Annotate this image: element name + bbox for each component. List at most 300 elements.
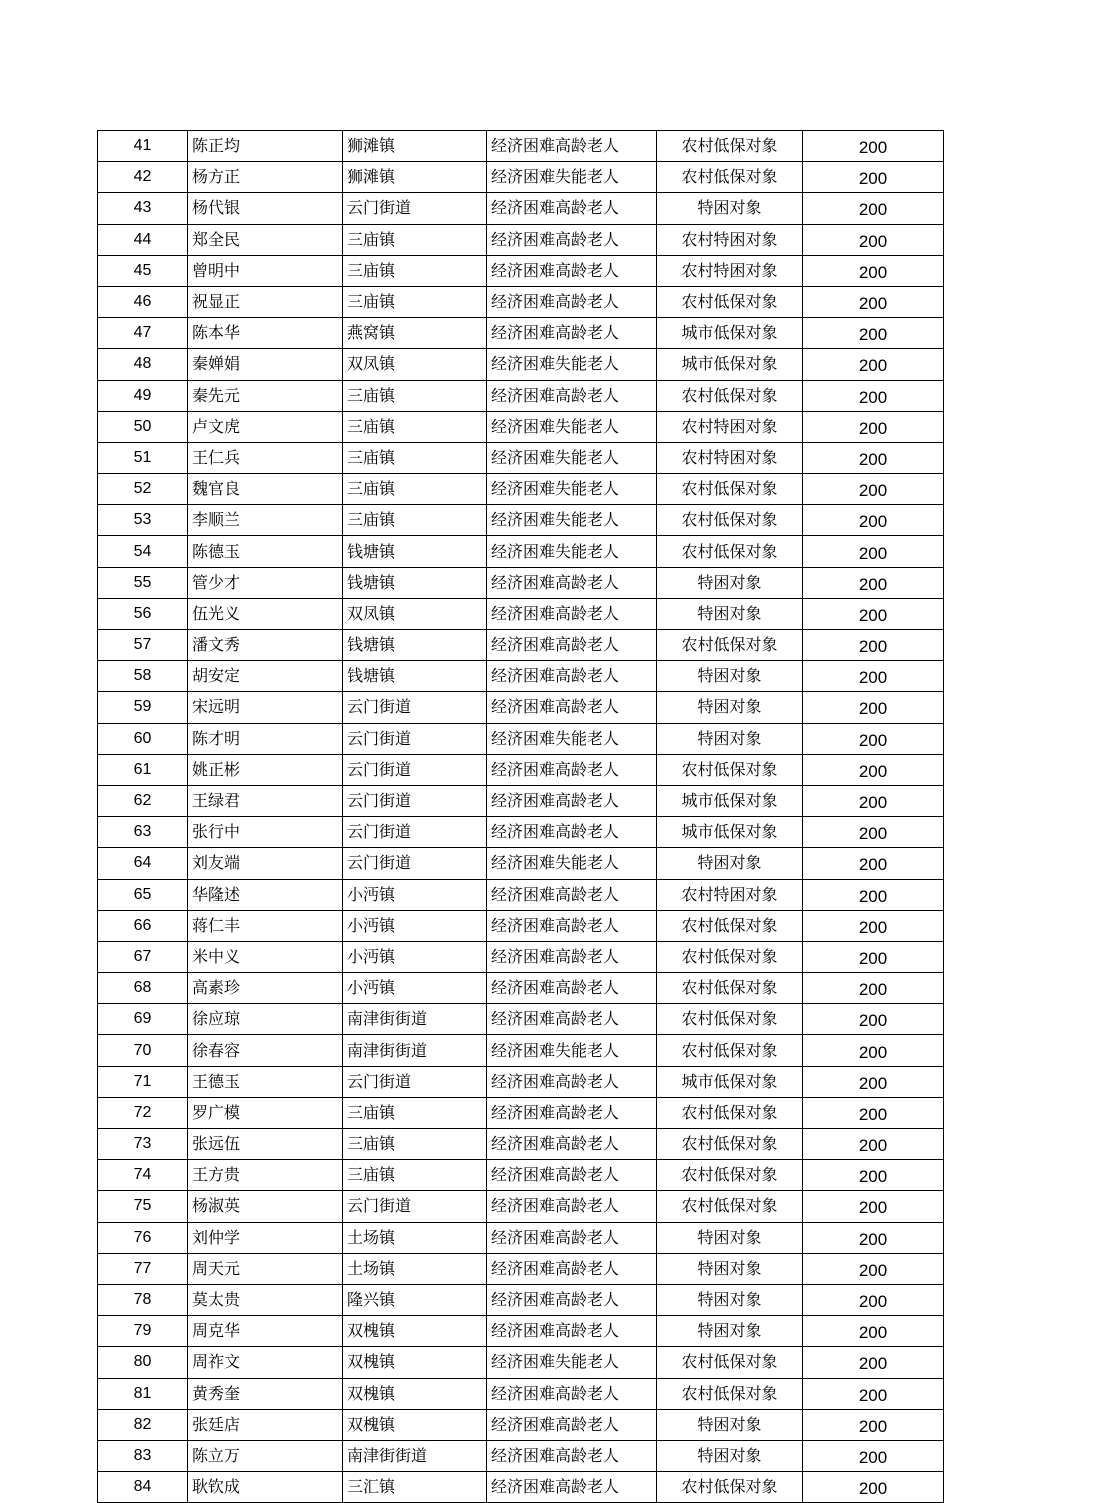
table-row (98, 661, 944, 692)
name-cell: 周克华 (188, 1316, 343, 1347)
name-cell: 陈才明 (188, 723, 343, 754)
table-row (98, 848, 944, 879)
category-cell: 城市低保对象 (657, 785, 803, 816)
amount-cell: 200 (803, 442, 944, 473)
category-cell: 特困对象 (657, 848, 803, 879)
row-number-cell: 42 (98, 162, 188, 193)
amount-cell: 200 (803, 941, 944, 972)
town-cell: 云门街道 (343, 848, 487, 879)
town-cell: 南津街街道 (343, 1440, 487, 1471)
amount-cell: 200 (803, 848, 944, 879)
town-cell: 小沔镇 (343, 910, 487, 941)
amount-cell: 200 (803, 1066, 944, 1097)
row-number-cell: 78 (98, 1284, 188, 1315)
elder-type-cell: 经济困难高龄老人 (487, 754, 657, 785)
elder-type-cell: 经济困难高龄老人 (487, 318, 657, 349)
category-cell: 特困对象 (657, 1253, 803, 1284)
category-cell: 农村低保对象 (657, 1347, 803, 1378)
table-row (98, 1035, 944, 1066)
amount-cell: 200 (803, 785, 944, 816)
table-row (98, 193, 944, 224)
elder-type-cell: 经济困难高龄老人 (487, 1284, 657, 1315)
row-number-cell: 80 (98, 1347, 188, 1378)
amount-cell: 200 (803, 567, 944, 598)
elder-type-cell: 经济困难高龄老人 (487, 1160, 657, 1191)
category-cell: 农村低保对象 (657, 1378, 803, 1409)
category-cell: 农村低保对象 (657, 162, 803, 193)
elder-type-cell: 经济困难失能老人 (487, 1035, 657, 1066)
elder-type-cell: 经济困难高龄老人 (487, 1440, 657, 1471)
town-cell: 三庙镇 (343, 380, 487, 411)
amount-cell: 200 (803, 1160, 944, 1191)
town-cell: 三庙镇 (343, 286, 487, 317)
row-number-cell: 54 (98, 536, 188, 567)
elder-type-cell: 经济困难高龄老人 (487, 1004, 657, 1035)
town-cell: 三汇镇 (343, 1472, 487, 1503)
row-number-cell: 79 (98, 1316, 188, 1347)
elder-type-cell: 经济困难高龄老人 (487, 1409, 657, 1440)
table-row (98, 162, 944, 193)
elder-type-cell: 经济困难高龄老人 (487, 1097, 657, 1128)
row-number-cell: 62 (98, 785, 188, 816)
category-cell: 特困对象 (657, 661, 803, 692)
elder-type-cell: 经济困难高龄老人 (487, 941, 657, 972)
amount-cell: 200 (803, 1347, 944, 1378)
table-row (98, 1253, 944, 1284)
elder-type-cell: 经济困难高龄老人 (487, 1378, 657, 1409)
elder-type-cell: 经济困难失能老人 (487, 848, 657, 879)
amount-cell: 200 (803, 723, 944, 754)
town-cell: 小沔镇 (343, 941, 487, 972)
category-cell: 农村低保对象 (657, 474, 803, 505)
name-cell: 陈本华 (188, 318, 343, 349)
elder-type-cell: 经济困难高龄老人 (487, 380, 657, 411)
category-cell: 农村特困对象 (657, 255, 803, 286)
elder-type-cell: 经济困难高龄老人 (487, 1222, 657, 1253)
amount-cell: 200 (803, 630, 944, 661)
row-number-cell: 74 (98, 1160, 188, 1191)
name-cell: 徐春容 (188, 1035, 343, 1066)
row-number-cell: 63 (98, 817, 188, 848)
name-cell: 周祚文 (188, 1347, 343, 1378)
town-cell: 云门街道 (343, 1191, 487, 1222)
name-cell: 祝显正 (188, 286, 343, 317)
row-number-cell: 50 (98, 411, 188, 442)
category-cell: 农村特困对象 (657, 224, 803, 255)
row-number-cell: 73 (98, 1129, 188, 1160)
town-cell: 三庙镇 (343, 1097, 487, 1128)
elder-type-cell: 经济困难高龄老人 (487, 879, 657, 910)
table-row (98, 1409, 944, 1440)
amount-cell: 200 (803, 692, 944, 723)
amount-cell: 200 (803, 1097, 944, 1128)
table-row (98, 1129, 944, 1160)
name-cell: 杨代银 (188, 193, 343, 224)
row-number-cell: 51 (98, 442, 188, 473)
name-cell: 管少才 (188, 567, 343, 598)
elder-type-cell: 经济困难高龄老人 (487, 785, 657, 816)
row-number-cell: 45 (98, 255, 188, 286)
category-cell: 农村低保对象 (657, 1004, 803, 1035)
table-row (98, 1004, 944, 1035)
name-cell: 徐应琼 (188, 1004, 343, 1035)
table-row (98, 723, 944, 754)
table-row (98, 1440, 944, 1471)
town-cell: 三庙镇 (343, 224, 487, 255)
category-cell: 特困对象 (657, 1409, 803, 1440)
category-cell: 城市低保对象 (657, 817, 803, 848)
name-cell: 姚正彬 (188, 754, 343, 785)
name-cell: 秦先元 (188, 380, 343, 411)
category-cell: 城市低保对象 (657, 318, 803, 349)
amount-cell: 200 (803, 1191, 944, 1222)
table-row (98, 1472, 944, 1503)
category-cell: 农村低保对象 (657, 1191, 803, 1222)
name-cell: 伍光义 (188, 598, 343, 629)
category-cell: 特困对象 (657, 723, 803, 754)
row-number-cell: 76 (98, 1222, 188, 1253)
row-number-cell: 60 (98, 723, 188, 754)
table-row (98, 1284, 944, 1315)
row-number-cell: 59 (98, 692, 188, 723)
row-number-cell: 72 (98, 1097, 188, 1128)
table-row (98, 349, 944, 380)
name-cell: 刘仲学 (188, 1222, 343, 1253)
row-number-cell: 67 (98, 941, 188, 972)
row-number-cell: 53 (98, 505, 188, 536)
elder-type-cell: 经济困难高龄老人 (487, 598, 657, 629)
category-cell: 特困对象 (657, 567, 803, 598)
town-cell: 土场镇 (343, 1253, 487, 1284)
amount-cell: 200 (803, 1472, 944, 1503)
category-cell: 农村低保对象 (657, 973, 803, 1004)
amount-cell: 200 (803, 318, 944, 349)
name-cell: 张廷店 (188, 1409, 343, 1440)
town-cell: 钱塘镇 (343, 536, 487, 567)
row-number-cell: 75 (98, 1191, 188, 1222)
table-row (98, 1097, 944, 1128)
name-cell: 高素珍 (188, 973, 343, 1004)
town-cell: 钱塘镇 (343, 630, 487, 661)
amount-cell: 200 (803, 1316, 944, 1347)
row-number-cell: 55 (98, 567, 188, 598)
town-cell: 双槐镇 (343, 1347, 487, 1378)
name-cell: 杨方正 (188, 162, 343, 193)
amount-cell: 200 (803, 380, 944, 411)
category-cell: 特困对象 (657, 193, 803, 224)
category-cell: 农村低保对象 (657, 1097, 803, 1128)
category-cell: 特困对象 (657, 1284, 803, 1315)
row-number-cell: 83 (98, 1440, 188, 1471)
category-cell: 农村低保对象 (657, 1129, 803, 1160)
category-cell: 农村低保对象 (657, 1472, 803, 1503)
table-row (98, 973, 944, 1004)
town-cell: 云门街道 (343, 692, 487, 723)
row-number-cell: 64 (98, 848, 188, 879)
row-number-cell: 77 (98, 1253, 188, 1284)
town-cell: 云门街道 (343, 785, 487, 816)
town-cell: 三庙镇 (343, 255, 487, 286)
elder-type-cell: 经济困难高龄老人 (487, 973, 657, 1004)
table-row (98, 1160, 944, 1191)
town-cell: 云门街道 (343, 817, 487, 848)
subsidy-list-table (97, 130, 944, 1503)
category-cell: 特困对象 (657, 692, 803, 723)
name-cell: 刘友端 (188, 848, 343, 879)
name-cell: 李顺兰 (188, 505, 343, 536)
name-cell: 魏官良 (188, 474, 343, 505)
row-number-cell: 44 (98, 224, 188, 255)
name-cell: 周天元 (188, 1253, 343, 1284)
category-cell: 农村特困对象 (657, 411, 803, 442)
elder-type-cell: 经济困难高龄老人 (487, 630, 657, 661)
table-row (98, 1316, 944, 1347)
amount-cell: 200 (803, 1129, 944, 1160)
table-row (98, 286, 944, 317)
name-cell: 王德玉 (188, 1066, 343, 1097)
table-row (98, 785, 944, 816)
table-body (98, 131, 944, 1503)
row-number-cell: 56 (98, 598, 188, 629)
town-cell: 三庙镇 (343, 411, 487, 442)
amount-cell: 200 (803, 131, 944, 162)
table-row (98, 1378, 944, 1409)
elder-type-cell: 经济困难高龄老人 (487, 1066, 657, 1097)
category-cell: 农村低保对象 (657, 1035, 803, 1066)
name-cell: 陈德玉 (188, 536, 343, 567)
town-cell: 云门街道 (343, 754, 487, 785)
table-row (98, 879, 944, 910)
row-number-cell: 66 (98, 910, 188, 941)
name-cell: 张行中 (188, 817, 343, 848)
name-cell: 蒋仁丰 (188, 910, 343, 941)
amount-cell: 200 (803, 1284, 944, 1315)
category-cell: 农村低保对象 (657, 1160, 803, 1191)
table-row (98, 442, 944, 473)
name-cell: 罗广模 (188, 1097, 343, 1128)
elder-type-cell: 经济困难失能老人 (487, 1347, 657, 1378)
amount-cell: 200 (803, 1253, 944, 1284)
elder-type-cell: 经济困难失能老人 (487, 536, 657, 567)
town-cell: 三庙镇 (343, 1129, 487, 1160)
category-cell: 农村低保对象 (657, 505, 803, 536)
amount-cell: 200 (803, 349, 944, 380)
row-number-cell: 41 (98, 131, 188, 162)
amount-cell: 200 (803, 754, 944, 785)
row-number-cell: 47 (98, 318, 188, 349)
elder-type-cell: 经济困难高龄老人 (487, 1316, 657, 1347)
elder-type-cell: 经济困难高龄老人 (487, 692, 657, 723)
amount-cell: 200 (803, 1035, 944, 1066)
town-cell: 三庙镇 (343, 505, 487, 536)
table-row (98, 411, 944, 442)
row-number-cell: 81 (98, 1378, 188, 1409)
elder-type-cell: 经济困难高龄老人 (487, 817, 657, 848)
name-cell: 秦婵娟 (188, 349, 343, 380)
elder-type-cell: 经济困难高龄老人 (487, 1129, 657, 1160)
name-cell: 杨淑英 (188, 1191, 343, 1222)
row-number-cell: 49 (98, 380, 188, 411)
town-cell: 隆兴镇 (343, 1284, 487, 1315)
table-row (98, 1191, 944, 1222)
amount-cell: 200 (803, 1409, 944, 1440)
town-cell: 狮滩镇 (343, 131, 487, 162)
table-row (98, 131, 944, 162)
table-row (98, 941, 944, 972)
row-number-cell: 68 (98, 973, 188, 1004)
table-row (98, 1222, 944, 1253)
row-number-cell: 65 (98, 879, 188, 910)
category-cell: 农村低保对象 (657, 286, 803, 317)
town-cell: 小沔镇 (343, 879, 487, 910)
town-cell: 三庙镇 (343, 474, 487, 505)
category-cell: 农村特困对象 (657, 442, 803, 473)
town-cell: 钱塘镇 (343, 567, 487, 598)
category-cell: 农村低保对象 (657, 536, 803, 567)
amount-cell: 200 (803, 879, 944, 910)
amount-cell: 200 (803, 817, 944, 848)
town-cell: 三庙镇 (343, 1160, 487, 1191)
row-number-cell: 52 (98, 474, 188, 505)
category-cell: 特困对象 (657, 1222, 803, 1253)
category-cell: 特困对象 (657, 1316, 803, 1347)
table-row (98, 1066, 944, 1097)
elder-type-cell: 经济困难高龄老人 (487, 910, 657, 941)
category-cell: 城市低保对象 (657, 1066, 803, 1097)
row-number-cell: 84 (98, 1472, 188, 1503)
elder-type-cell: 经济困难失能老人 (487, 411, 657, 442)
row-number-cell: 61 (98, 754, 188, 785)
name-cell: 王仁兵 (188, 442, 343, 473)
name-cell: 胡安定 (188, 661, 343, 692)
table-row (98, 598, 944, 629)
name-cell: 黄秀奎 (188, 1378, 343, 1409)
row-number-cell: 43 (98, 193, 188, 224)
name-cell: 曾明中 (188, 255, 343, 286)
elder-type-cell: 经济困难高龄老人 (487, 567, 657, 598)
town-cell: 土场镇 (343, 1222, 487, 1253)
amount-cell: 200 (803, 973, 944, 1004)
elder-type-cell: 经济困难失能老人 (487, 723, 657, 754)
name-cell: 陈立万 (188, 1440, 343, 1471)
town-cell: 双槐镇 (343, 1409, 487, 1440)
elder-type-cell: 经济困难失能老人 (487, 442, 657, 473)
elder-type-cell: 经济困难高龄老人 (487, 286, 657, 317)
name-cell: 米中义 (188, 941, 343, 972)
row-number-cell: 46 (98, 286, 188, 317)
town-cell: 小沔镇 (343, 973, 487, 1004)
row-number-cell: 69 (98, 1004, 188, 1035)
table-row (98, 1347, 944, 1378)
category-cell: 农村低保对象 (657, 630, 803, 661)
table-row (98, 380, 944, 411)
row-number-cell: 58 (98, 661, 188, 692)
table-row (98, 630, 944, 661)
elder-type-cell: 经济困难失能老人 (487, 474, 657, 505)
name-cell: 卢文虎 (188, 411, 343, 442)
elder-type-cell: 经济困难失能老人 (487, 505, 657, 536)
elder-type-cell: 经济困难高龄老人 (487, 193, 657, 224)
row-number-cell: 57 (98, 630, 188, 661)
amount-cell: 200 (803, 536, 944, 567)
elder-type-cell: 经济困难高龄老人 (487, 1472, 657, 1503)
town-cell: 南津街街道 (343, 1035, 487, 1066)
amount-cell: 200 (803, 286, 944, 317)
name-cell: 耿钦成 (188, 1472, 343, 1503)
table-row (98, 817, 944, 848)
elder-type-cell: 经济困难高龄老人 (487, 1253, 657, 1284)
elder-type-cell: 经济困难失能老人 (487, 162, 657, 193)
amount-cell: 200 (803, 1378, 944, 1409)
amount-cell: 200 (803, 193, 944, 224)
row-number-cell: 82 (98, 1409, 188, 1440)
town-cell: 双槐镇 (343, 1378, 487, 1409)
town-cell: 双凤镇 (343, 349, 487, 380)
elder-type-cell: 经济困难高龄老人 (487, 255, 657, 286)
town-cell: 燕窝镇 (343, 318, 487, 349)
row-number-cell: 70 (98, 1035, 188, 1066)
name-cell: 张远伍 (188, 1129, 343, 1160)
category-cell: 特困对象 (657, 1440, 803, 1471)
amount-cell: 200 (803, 910, 944, 941)
town-cell: 双凤镇 (343, 598, 487, 629)
row-number-cell: 48 (98, 349, 188, 380)
amount-cell: 200 (803, 255, 944, 286)
amount-cell: 200 (803, 598, 944, 629)
name-cell: 莫太贵 (188, 1284, 343, 1315)
table-row (98, 255, 944, 286)
elder-type-cell: 经济困难高龄老人 (487, 661, 657, 692)
table-row (98, 754, 944, 785)
name-cell: 潘文秀 (188, 630, 343, 661)
amount-cell: 200 (803, 162, 944, 193)
table-row (98, 318, 944, 349)
amount-cell: 200 (803, 661, 944, 692)
town-cell: 三庙镇 (343, 442, 487, 473)
elder-type-cell: 经济困难高龄老人 (487, 1191, 657, 1222)
category-cell: 农村低保对象 (657, 754, 803, 785)
amount-cell: 200 (803, 411, 944, 442)
table-row (98, 692, 944, 723)
table-row (98, 224, 944, 255)
elder-type-cell: 经济困难高龄老人 (487, 224, 657, 255)
table-row (98, 505, 944, 536)
elder-type-cell: 经济困难高龄老人 (487, 131, 657, 162)
amount-cell: 200 (803, 1440, 944, 1471)
amount-cell: 200 (803, 1222, 944, 1253)
town-cell: 南津街街道 (343, 1004, 487, 1035)
table-row (98, 536, 944, 567)
category-cell: 农村低保对象 (657, 131, 803, 162)
town-cell: 双槐镇 (343, 1316, 487, 1347)
name-cell: 陈正均 (188, 131, 343, 162)
town-cell: 钱塘镇 (343, 661, 487, 692)
name-cell: 王绿君 (188, 785, 343, 816)
name-cell: 郑全民 (188, 224, 343, 255)
row-number-cell: 71 (98, 1066, 188, 1097)
town-cell: 云门街道 (343, 723, 487, 754)
table-row (98, 474, 944, 505)
category-cell: 城市低保对象 (657, 349, 803, 380)
amount-cell: 200 (803, 224, 944, 255)
category-cell: 特困对象 (657, 598, 803, 629)
category-cell: 农村低保对象 (657, 380, 803, 411)
table-row (98, 910, 944, 941)
elder-type-cell: 经济困难失能老人 (487, 349, 657, 380)
amount-cell: 200 (803, 505, 944, 536)
category-cell: 农村低保对象 (657, 910, 803, 941)
category-cell: 农村特困对象 (657, 879, 803, 910)
